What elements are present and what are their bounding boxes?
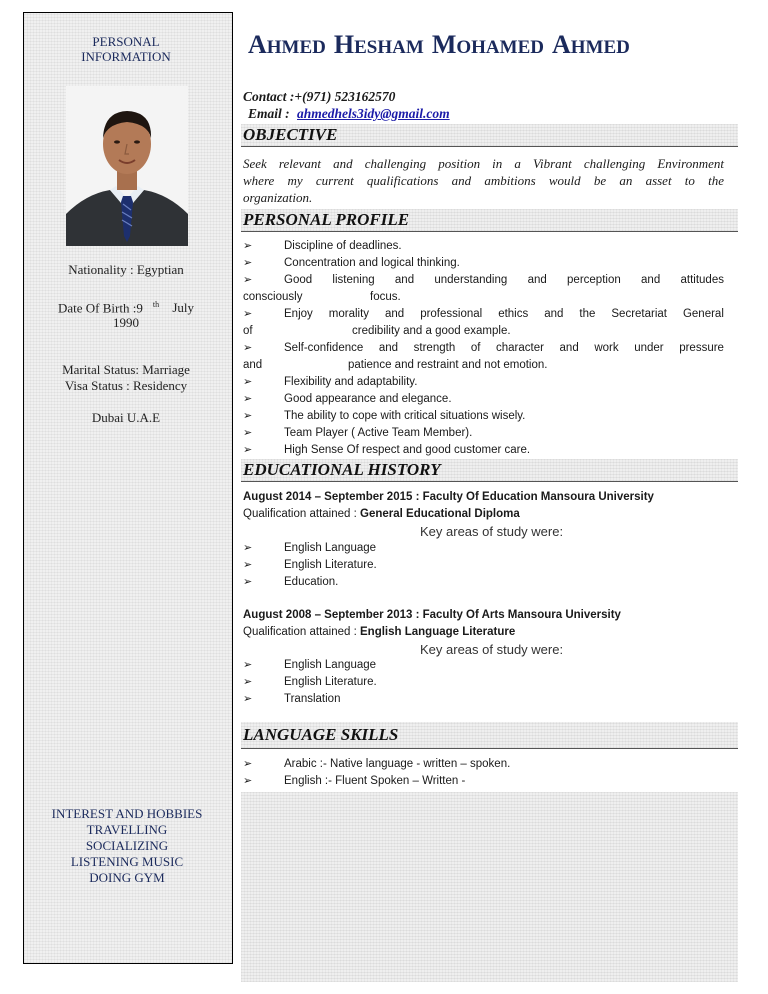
language-title: LANGUAGE SKILLS — [243, 725, 399, 744]
education-item: Translation — [284, 693, 341, 705]
word: and — [641, 274, 661, 286]
location-text: Dubai U.A.E — [91, 410, 161, 425]
word: and — [378, 342, 399, 354]
word: pressure — [679, 342, 724, 354]
bullet-icon: ➢ — [243, 308, 253, 320]
word: General — [682, 308, 724, 320]
education-entry-heading: August 2014 – September 2015 : Faculty Of Education Mansoura University — [243, 491, 654, 503]
education-qualification — [243, 508, 520, 520]
hobbies-heading: INTEREST AND HOBBIES — [51, 806, 203, 821]
dob-text — [40, 297, 212, 330]
qual-label: Qualification attained : — [243, 626, 360, 638]
sidebar-heading-line2: INFORMATION — [81, 49, 171, 64]
hobby-item: DOING GYM — [89, 870, 165, 885]
hobby-item: TRAVELLING — [86, 822, 168, 837]
profile-item: Team Player ( Active Team Member). — [284, 427, 473, 439]
education-item: English Language — [284, 659, 377, 671]
hobbies-list — [28, 806, 226, 886]
dob-month: July — [172, 300, 194, 316]
name-initial: A — [551, 30, 571, 59]
word: morality — [328, 308, 370, 320]
profile-item: Flexibility and adaptability. — [284, 376, 418, 388]
nationality-text: Nationality : Egyptian — [68, 262, 184, 277]
profile-item: Discipline of deadlines. — [284, 240, 402, 252]
bullet-icon: ➢ — [243, 410, 253, 422]
profile-item-4 — [284, 308, 724, 320]
bullet-icon: ➢ — [243, 758, 253, 770]
word: ethics — [498, 308, 529, 320]
profile-item-5-cont: patience and restraint and not emotion. — [348, 359, 548, 371]
bullet-icon: ➢ — [243, 240, 253, 252]
profile-item: High Sense Of respect and good customer care. — [284, 444, 531, 456]
email-link[interactable]: ahmedhels3idy@gmail.com — [297, 106, 450, 121]
name-rest: HMED — [266, 37, 326, 58]
education-item: English Language — [284, 542, 377, 554]
contact-email — [248, 106, 450, 122]
dob-prefix: Date Of Birth :9 — [58, 300, 143, 316]
profile-item-3-cont: focus. — [370, 291, 401, 303]
hobby-item: LISTENING MUSIC — [70, 854, 184, 869]
qual-value: General Educational Diploma — [360, 508, 520, 520]
word: and — [527, 274, 547, 286]
word: Good — [284, 274, 313, 286]
name-initial: M — [431, 30, 457, 59]
key-areas-label: Key areas of study were: — [420, 524, 564, 539]
education-item: Education. — [284, 576, 339, 588]
education-item: English Literature. — [284, 676, 377, 688]
word: work — [594, 342, 619, 354]
bullet-icon: ➢ — [243, 576, 253, 588]
objective-line: Seek relevant and challenging position in a Vibrant challenging Environment — [243, 156, 724, 171]
candidate-name — [248, 30, 630, 60]
name-rest: ESHAM — [354, 37, 424, 58]
bullet-icon: ➢ — [243, 444, 253, 456]
word: of — [470, 342, 481, 354]
word: Enjoy — [284, 308, 313, 320]
word: the — [579, 308, 596, 320]
language-header — [241, 722, 738, 749]
education-header — [241, 459, 738, 482]
education-title: EDUCATIONAL HISTORY — [243, 460, 441, 479]
bullet-icon: ➢ — [243, 274, 253, 286]
word: and — [385, 308, 405, 320]
name-rest: OHAMED — [456, 37, 544, 58]
visa-status: Visa Status : Residency — [64, 378, 188, 393]
profile-item: Good appearance and elegance. — [284, 393, 452, 405]
contact-phone: Contact :+(971) 523162570 — [243, 89, 396, 104]
word: under — [634, 342, 664, 354]
bottom-blank-area — [241, 792, 738, 982]
name-initial: A — [248, 30, 267, 59]
objective-text — [243, 155, 724, 206]
dob-year: 1990 — [113, 315, 139, 331]
sidebar-heading-line1: PERSONAL — [92, 34, 160, 49]
profile-item: Concentration and logical thinking. — [284, 257, 460, 269]
objective-title: OBJECTIVE — [243, 125, 338, 144]
bullet-icon: ➢ — [243, 542, 253, 554]
profile-item-4-cont: credibility and a good example. — [352, 325, 511, 337]
bullet-icon: ➢ — [243, 559, 253, 571]
word: Secretariat — [611, 308, 667, 320]
profile-title: PERSONAL PROFILE — [243, 210, 410, 229]
marital-status: Marital Status: Marriage — [62, 362, 190, 377]
bullet-icon: ➢ — [243, 393, 253, 405]
education-item: English Literature. — [284, 559, 377, 571]
word: attitudes — [680, 274, 724, 286]
bullet-icon: ➢ — [243, 693, 253, 705]
bullet-icon: ➢ — [243, 676, 253, 688]
word: listening — [332, 274, 375, 286]
key-areas-label: Key areas of study were: — [420, 642, 564, 657]
dob-sup: th — [152, 300, 160, 309]
bullet-icon: ➢ — [243, 342, 253, 354]
profile-item-4-cont: of — [243, 325, 253, 337]
profile-header — [241, 209, 738, 232]
word: perception — [567, 274, 621, 286]
qual-value: English Language Literature — [360, 626, 516, 638]
word: and — [559, 342, 579, 354]
profile-photo — [66, 86, 188, 246]
language-item: English :- Fluent Spoken – Written - — [284, 775, 466, 787]
name-rest: HMED — [570, 37, 630, 58]
bullet-icon: ➢ — [243, 257, 253, 269]
word: strength — [413, 342, 456, 354]
education-qualification — [243, 626, 515, 638]
profile-item-5-cont: and — [243, 359, 263, 371]
email-label: Email : — [248, 106, 290, 121]
word: character — [496, 342, 544, 354]
hobby-item: SOCIALIZING — [85, 838, 169, 853]
objective-line: where my current qualifications and ambitions would be an asset to the — [243, 173, 724, 188]
profile-photo-image — [66, 86, 188, 246]
profile-item: The ability to cope with critical situations wisely. — [284, 410, 526, 422]
education-entry-heading: August 2008 – September 2013 : Faculty Of Arts Mansoura University — [243, 609, 621, 621]
profile-item-3 — [284, 274, 724, 286]
word: and — [544, 308, 564, 320]
bullet-icon: ➢ — [243, 659, 253, 671]
bullet-icon: ➢ — [243, 427, 253, 439]
sidebar-heading — [40, 34, 212, 64]
word: Self-confidence — [284, 342, 364, 354]
objective-header — [241, 124, 738, 147]
bullet-icon: ➢ — [243, 376, 253, 388]
profile-item-5 — [284, 342, 724, 354]
name-initial: H — [333, 30, 355, 59]
word: professional — [420, 308, 483, 320]
qual-label: Qualification attained : — [243, 508, 360, 520]
word: and — [394, 274, 415, 286]
objective-line: organization. — [243, 190, 313, 205]
language-item: Arabic :- Native language - written – spoken. — [284, 758, 511, 770]
word: understanding — [434, 274, 508, 286]
bullet-icon: ➢ — [243, 775, 253, 787]
profile-item-3-cont: consciously — [243, 291, 303, 303]
